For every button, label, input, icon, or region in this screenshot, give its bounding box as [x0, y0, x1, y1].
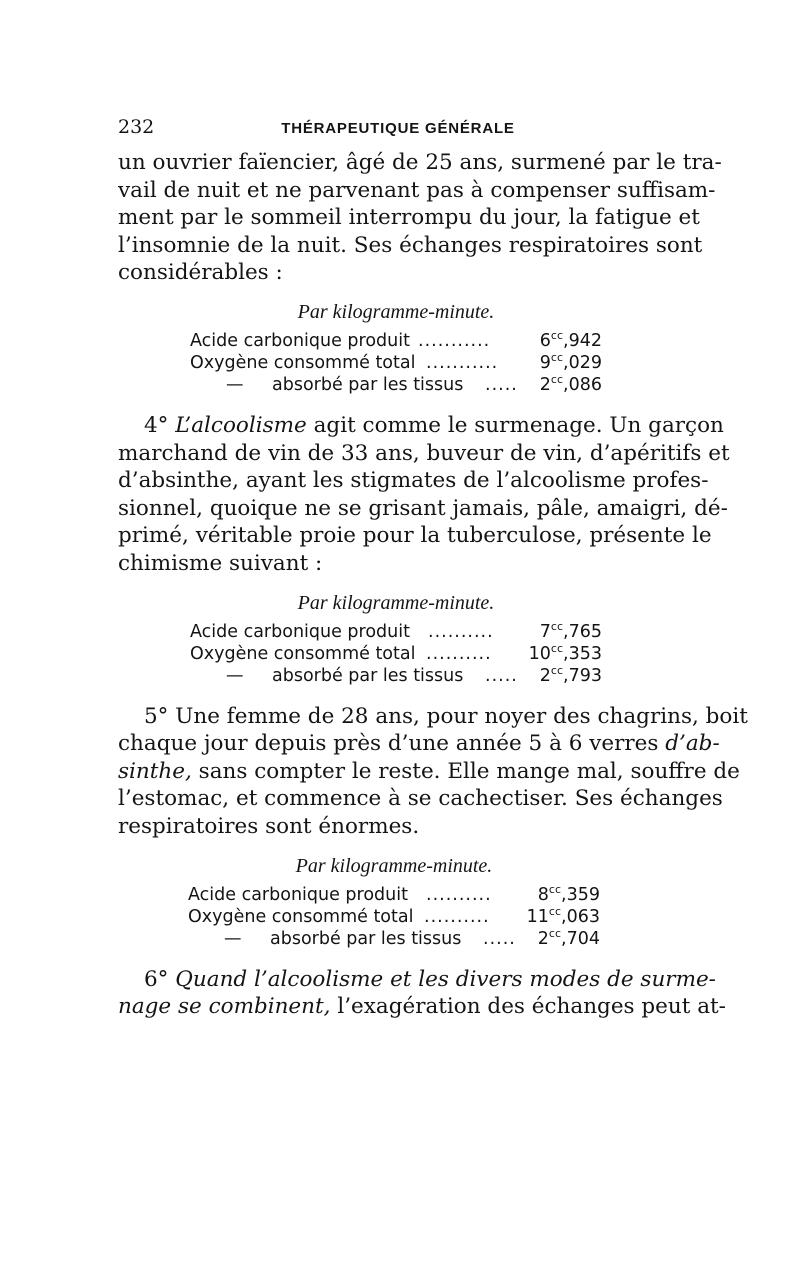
text-line: ment par le sommeil interrompu du jour, la fatigue et: [118, 205, 700, 231]
table-row: [190, 621, 602, 643]
paragraph-femme: [118, 703, 748, 841]
row-label: absorbé par les tissus: [270, 928, 462, 949]
value-decimal: ,353: [563, 643, 602, 664]
row-value: [538, 884, 600, 906]
row-value: [540, 330, 602, 352]
row-value: [538, 928, 600, 950]
text-line: 5° Une femme de 28 ans, pour noyer des chagrins, boit: [144, 703, 748, 729]
table-row: [188, 928, 600, 950]
text-line: l’insomnie de la nuit. Ses échanges respiratoires sont: [118, 232, 703, 258]
measurement-table-1: [190, 301, 602, 396]
value-integer: 10: [528, 643, 551, 664]
leader-dots: ...........: [418, 330, 491, 351]
row-label: absorbé par les tissus: [272, 665, 464, 686]
text-fragment-italic: sinthe,: [118, 758, 192, 784]
text-fragment-italic: nage se combinent,: [118, 994, 331, 1020]
text-fragment: chaque jour depuis près d’une année 5 à 6 verres: [118, 731, 659, 757]
value-integer: 2: [539, 374, 551, 395]
paragraph-combinaison: [118, 966, 726, 1021]
row-value: [540, 621, 602, 643]
value-decimal: ,704: [561, 928, 600, 949]
value-decimal: ,765: [563, 621, 602, 642]
table-caption: Par kilogramme-minute.: [297, 591, 495, 614]
text-line: [118, 993, 726, 1021]
section-title: L’alcoolisme: [175, 412, 307, 438]
value-unit: cc: [550, 663, 564, 677]
row-label: absorbé par les tissus: [272, 374, 464, 395]
table-row: [188, 906, 600, 928]
row-dash: —: [224, 928, 242, 949]
table-row: [190, 330, 602, 352]
leader-dots: ..........: [426, 884, 492, 905]
value-integer: 11: [526, 906, 549, 927]
text-line: l’estomac, et commence à se cachectiser. Ses échanges: [118, 786, 723, 812]
row-dash: —: [226, 374, 244, 395]
text-line: [118, 758, 740, 786]
measurement-table-2: [190, 592, 602, 687]
page-header: [118, 112, 678, 142]
table-row: [190, 643, 602, 665]
value-unit: cc: [550, 350, 564, 364]
table-caption: Par kilogramme-minute.: [297, 300, 495, 323]
leader-dots: .....: [483, 928, 516, 949]
table-row: [190, 352, 602, 374]
value-decimal: ,063: [561, 906, 600, 927]
leader-dots: .....: [485, 374, 518, 395]
row-label: Acide carbonique produit: [190, 621, 410, 642]
value-unit: cc: [550, 641, 564, 655]
value-integer: 9: [539, 352, 551, 373]
row-label: Oxygène consommé total: [188, 906, 414, 927]
leader-dots: ..........: [428, 621, 494, 642]
section-number: 4°: [144, 412, 169, 438]
book-page: [118, 112, 748, 1021]
value-decimal: ,793: [563, 665, 602, 686]
value-integer: 2: [539, 665, 551, 686]
text-fragment: sans compter le reste. Elle mange mal, souffre de: [198, 758, 740, 784]
text-line: chimisme suivant :: [118, 550, 323, 576]
value-unit: cc: [548, 904, 562, 918]
table-row: [188, 884, 600, 906]
text-line: respiratoires sont énormes.: [118, 813, 420, 839]
page-number: 232: [118, 116, 155, 138]
text-line: vail de nuit et ne parvenant pas à compenser suffisam-: [118, 177, 716, 203]
row-label: Oxygène consommé total: [190, 643, 416, 664]
row-label: Acide carbonique produit: [190, 330, 410, 351]
value-decimal: ,086: [563, 374, 602, 395]
value-integer: 2: [537, 928, 549, 949]
row-label: Oxygène consommé total: [190, 352, 416, 373]
text-fragment: l’exagération des échanges peut at-: [337, 994, 726, 1020]
text-line: [118, 966, 716, 994]
value-unit: cc: [550, 619, 564, 633]
row-value: [529, 643, 602, 665]
text-line: primé, véritable proie pour la tuberculose, présente le: [118, 523, 712, 549]
text-line: marchand de vin de 33 ans, buveur de vin, d’apéritifs et: [118, 440, 730, 466]
table-row: [190, 374, 602, 396]
value-integer: 6: [539, 330, 551, 351]
value-unit: cc: [550, 372, 564, 386]
leader-dots: ...........: [426, 352, 499, 373]
value-decimal: ,029: [563, 352, 602, 373]
value-unit: cc: [548, 926, 562, 940]
leader-dots: ..........: [424, 906, 490, 927]
table-row: [190, 665, 602, 687]
value-unit: cc: [548, 882, 562, 896]
row-value: [527, 906, 600, 928]
leader-dots: .....: [485, 665, 518, 686]
leader-dots: ..........: [426, 643, 492, 664]
row-value: [540, 665, 602, 687]
paragraph-ouvrier: [118, 149, 722, 287]
measurement-table-3: [188, 855, 600, 950]
text-line: considérables :: [118, 260, 283, 286]
value-integer: 7: [539, 621, 551, 642]
text-fragment: agit comme le surmenage. Un garçon: [313, 412, 724, 438]
paragraph-alcoolisme: [118, 412, 730, 578]
text-line: sionnel, quoique ne se grisant jamais, pâle, amaigri, dé-: [118, 495, 728, 521]
text-line: d’absinthe, ayant les stigmates de l’alcoolisme profes-: [118, 468, 709, 494]
text-fragment-italic: d’ab-: [665, 731, 720, 757]
row-value: [540, 352, 602, 374]
row-label: Acide carbonique produit: [188, 884, 408, 905]
row-value: [540, 374, 602, 396]
table-caption: Par kilogramme-minute.: [295, 854, 493, 877]
running-title: THÉRAPEUTIQUE GÉNÉRALE: [281, 120, 515, 137]
text-line: [118, 412, 724, 440]
text-line: [118, 730, 720, 758]
value-decimal: ,359: [561, 884, 600, 905]
row-dash: —: [226, 665, 244, 686]
text-line: un ouvrier faïencier, âgé de 25 ans, surmené par le tra-: [118, 150, 722, 175]
value-integer: 8: [537, 884, 549, 905]
value-decimal: ,942: [563, 330, 602, 351]
text-fragment-italic: Quand l’alcoolisme et les divers modes de surme-: [175, 966, 716, 992]
section-number: 6°: [144, 966, 169, 992]
value-unit: cc: [550, 328, 564, 342]
